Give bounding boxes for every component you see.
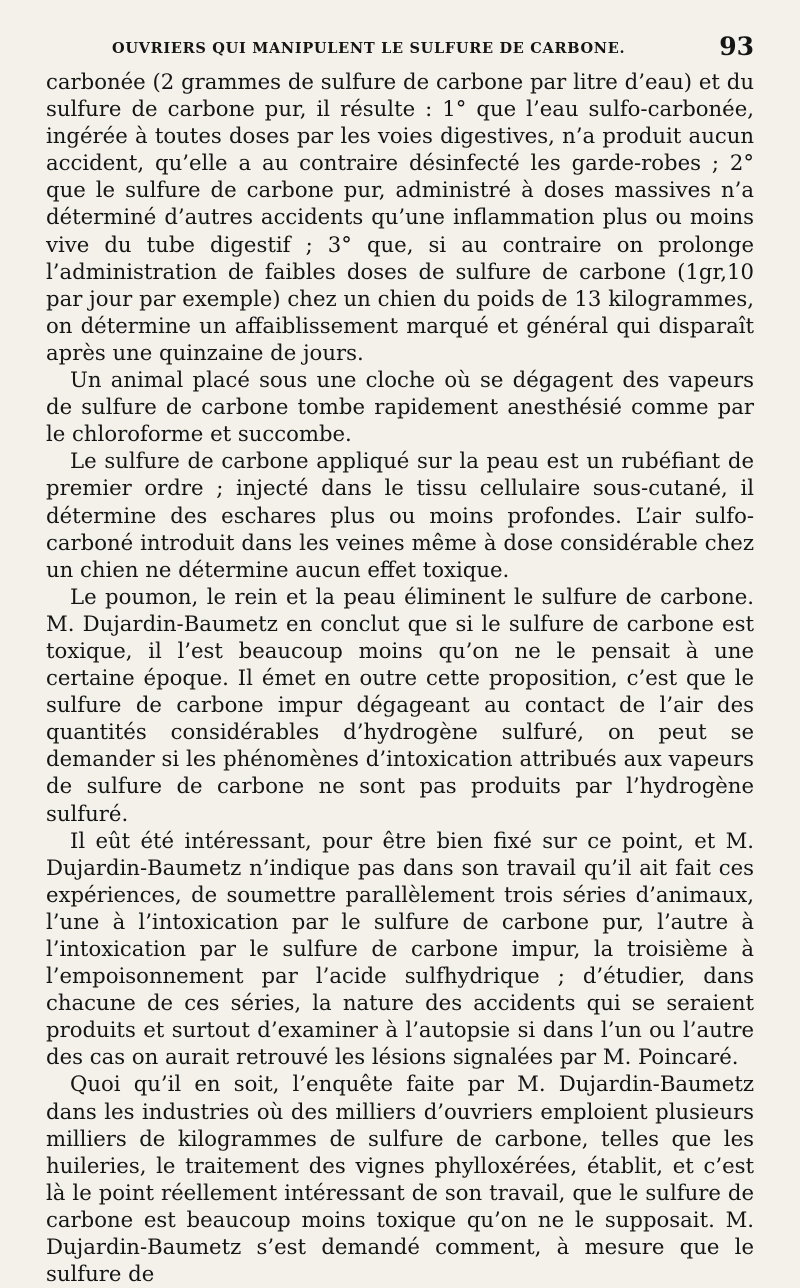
- running-head: [46, 32, 754, 68]
- paragraph-6: Quoi qu’il en soit, l’enquête faite par M. Dujardin-Baumetz dans les industries où des milliers d’ouvriers emploient plusieurs milliers de kilogrammes de sulfure de carbone, telles que les huileries, le traitement des vignes phylloxérées, établit, et c’est là le point réellement intéressant de son travail, que le sulfure de carbone est beaucoup moins toxique qu’on ne le supposait. M. Dujardin-Baumetz s’est demandé comment, à mesure que le sulfure de: [46, 1071, 754, 1287]
- paragraph-1: carbonée (2 grammes de sulfure de carbone par litre d’eau) et du sulfure de carbone pur, il résulte : 1° que l’eau sulfo-carbonée, ingérée à toutes doses par les voies digestives, n’a produit aucun accident, qu’elle a au contraire désinfecté les garde-robes ; 2° que le sulfure de carbone pur, administré à doses massives n’a déterminé d’autres accidents qu’une inflammation plus ou moins vive du tube digestif ; 3° que, si au contraire on prolonge l’administration de faibles doses de sulfure de carbone (1gr,10 par jour par exemple) chez un chien du poids de 13 kilogrammes, on détermine un affaiblissement marqué et général qui disparaît après une quinzaine de jours.: [46, 69, 754, 365]
- paragraph-5: Il eût été intéressant, pour être bien fixé sur ce point, et M. Dujardin-Baumetz n’indique pas dans son travail qu’il ait fait ces expériences, de soumettre parallèlement trois séries d’animaux, l’une à l’intoxication par le sulfure de carbone pur, l’autre à l’intoxication par le sulfure de carbone impur, la troisième à l’empoisonnement par l’acide sulfhydrique ; d’étudier, dans chacune de ces séries, la nature des accidents qui se seraient produits et surtout d’examiner à l’autopsie si dans l’un ou l’autre des cas on aurait retrouvé les lésions signalées par M. Poincaré.: [46, 827, 754, 1070]
- body-text: [46, 68, 754, 1287]
- page-number: 93: [719, 32, 754, 61]
- paragraph-3: Le sulfure de carbone appliqué sur la peau est un rubéfiant de premier ordre ; injecté dans le tissu cellulaire sous-cutané, il détermine des eschares plus ou moins profondes. L’air sulfo-carboné introduit dans les veines même à dose considérable chez un chien ne détermine aucun effet toxique.: [46, 448, 754, 582]
- paragraph-2: Un animal placé sous une cloche où se dégagent des vapeurs de sulfure de carbone tombe rapidement anesthésié comme par le chloroforme et succombe.: [46, 367, 754, 447]
- paragraph-4: Le poumon, le rein et la peau éliminent le sulfure de carbone. M. Dujardin-Baumetz en conclut que si le sulfure de carbone est toxique, il l’est beaucoup moins qu’on ne le pensait à une certaine époque. Il émet en outre cette proposition, c’est que le sulfure de carbone impur dégageant au contact de l’air des quantités considérables d’hydrogène sulfuré, on peut se demander si les phénomènes d’intoxication attribués aux vapeurs de sulfure de carbone ne sont pas produits par l’hydrogène sulfuré.: [46, 583, 754, 826]
- running-title: OUVRIERS QUI MANIPULENT LE SULFURE DE CARBONE.: [112, 40, 626, 57]
